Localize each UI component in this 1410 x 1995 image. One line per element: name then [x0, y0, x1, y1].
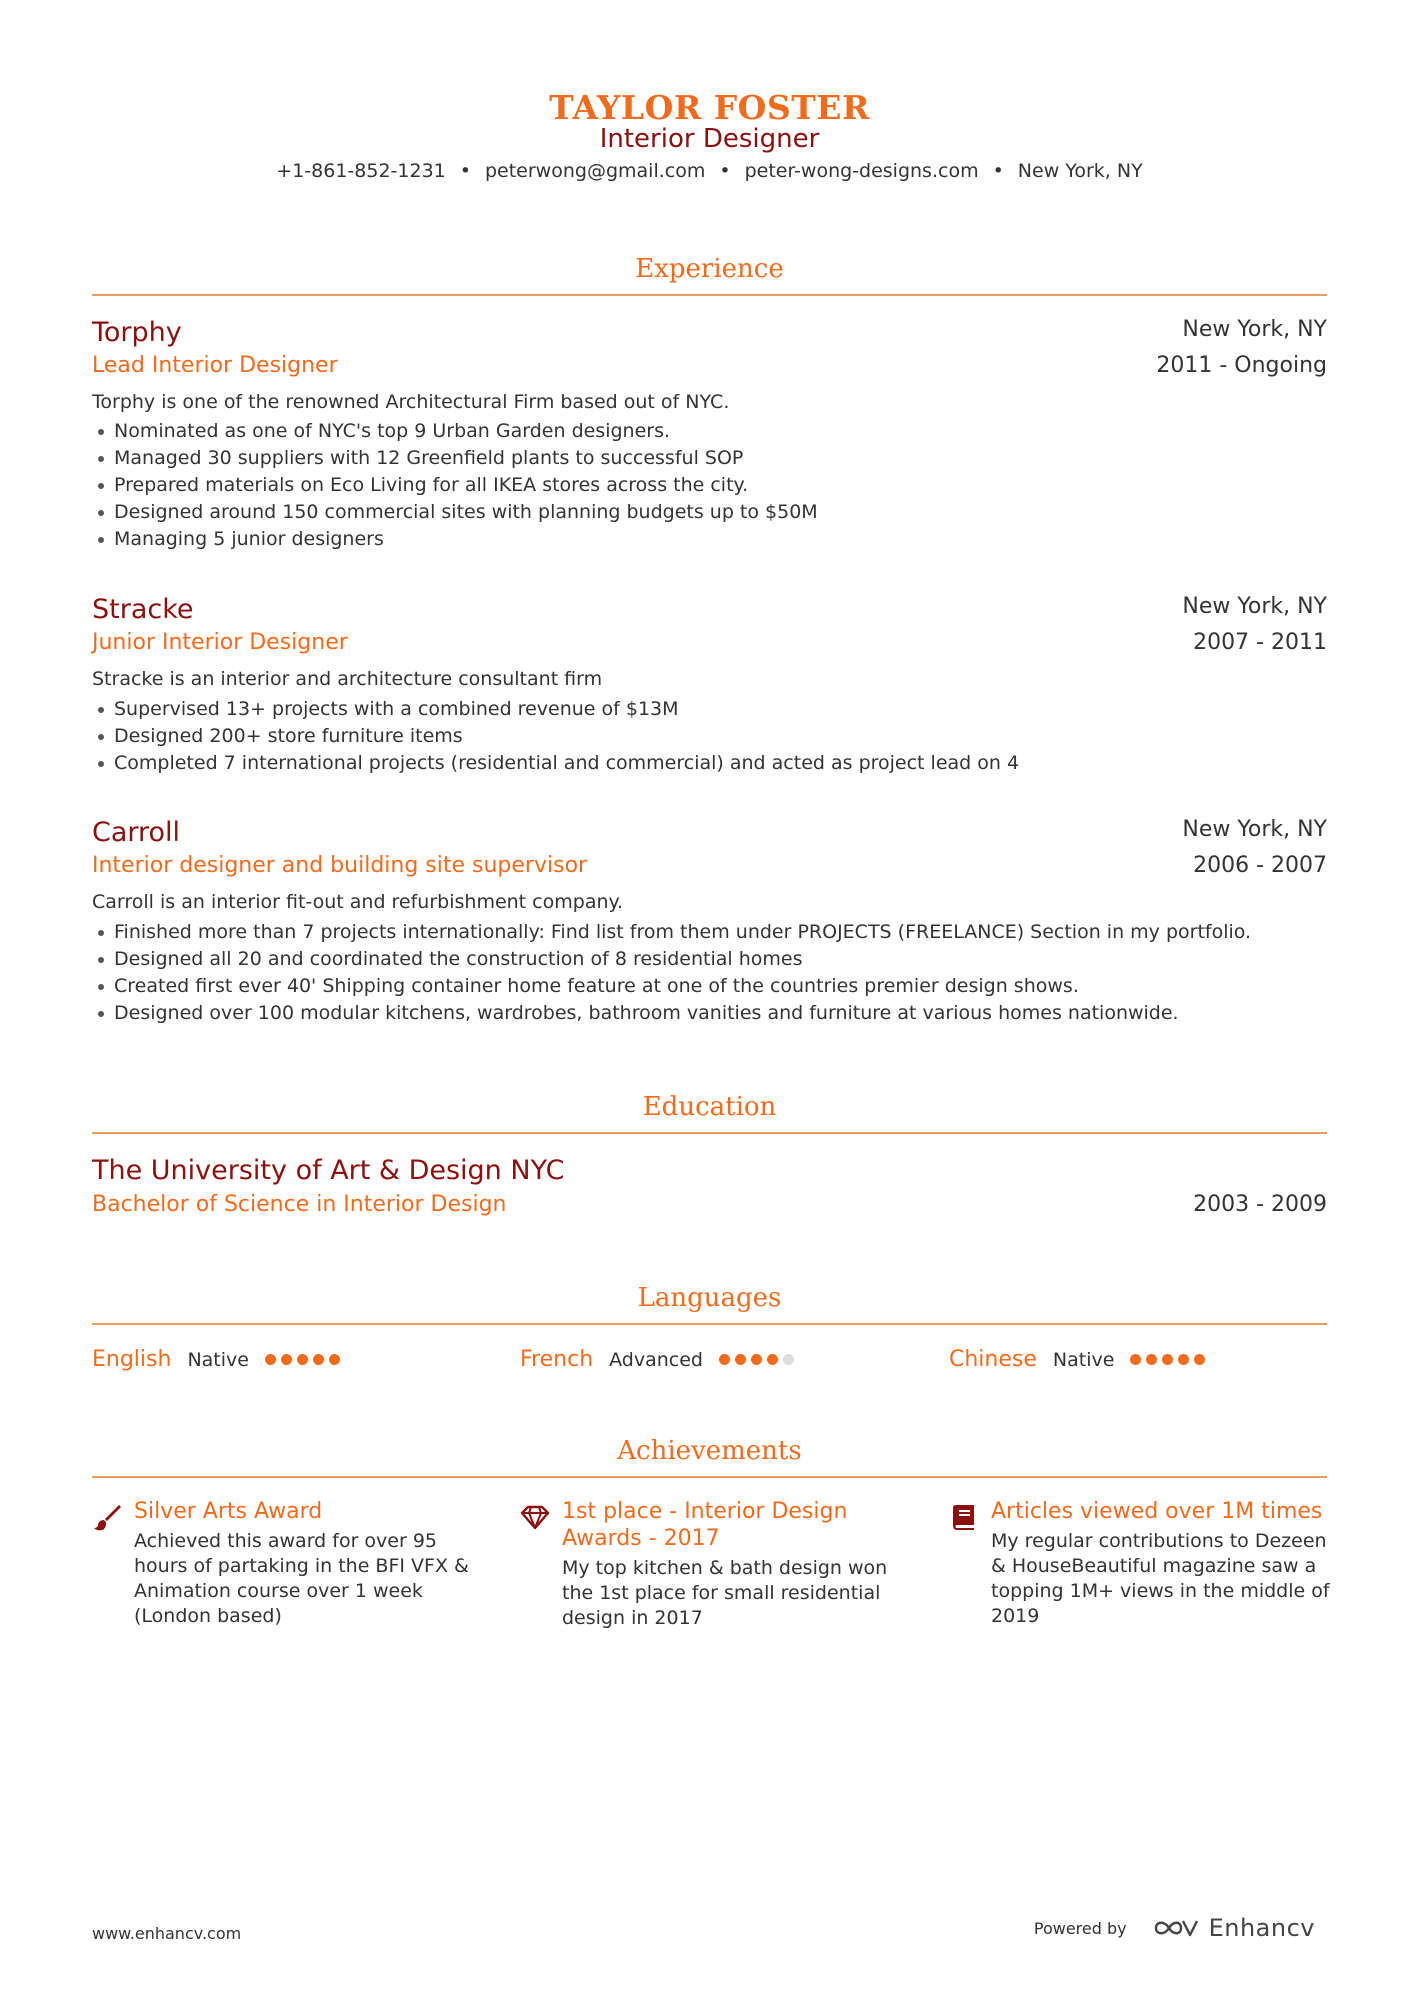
company-description: Torphy is one of the renowned Architectural Firm based out of NYC. [92, 391, 730, 413]
separator-dot: • [719, 160, 731, 182]
achievement-title: Silver Arts Award [134, 1499, 323, 1524]
diamond-icon [520, 1502, 550, 1532]
job-dates: 2006 - 2007 [1193, 853, 1327, 878]
job-dates: 2011 - Ongoing [1156, 353, 1327, 378]
rating-dot-filled [751, 1354, 762, 1365]
section-title-achievements: Achievements [617, 1436, 802, 1466]
job-position: Interior designer and building site supervisor [92, 853, 588, 878]
website-link[interactable]: peter-wong-designs.com [744, 160, 979, 182]
rating-dot-filled [719, 1354, 730, 1365]
list-item: Supervised 13+ projects with a combined revenue of $13M [92, 696, 1019, 723]
company-name: Stracke [92, 594, 194, 625]
achievement-title: 1st place - Interior Design Awards - 2017 [562, 1499, 848, 1551]
language-name: French [520, 1347, 594, 1372]
bullet-icon [98, 429, 104, 435]
list-item: Finished more than 7 projects internationally: Find list from them under PROJECTS (FREELANCE) Section in my portfolio. [92, 919, 1251, 946]
rating-dot-filled [313, 1354, 324, 1365]
location: New York, NY [1017, 160, 1143, 182]
section-divider [92, 1323, 1327, 1325]
section-title-languages: Languages [637, 1283, 782, 1313]
bullet-icon [98, 984, 104, 990]
powered-by-label: Powered by [1033, 1918, 1127, 1938]
job-dates: 2007 - 2011 [1193, 630, 1327, 655]
footer-branding [1034, 1914, 1315, 1942]
book-icon [949, 1502, 979, 1532]
job-location: New York, NY [1182, 317, 1327, 342]
separator-dot: • [992, 160, 1004, 182]
job-location: New York, NY [1182, 594, 1327, 619]
bullet-icon [98, 707, 104, 713]
bullet-icon [98, 483, 104, 489]
bullet-icon [98, 510, 104, 516]
section-title-education: Education [642, 1092, 777, 1122]
language-item [949, 1347, 1205, 1372]
email[interactable]: peterwong@gmail.com [484, 160, 706, 182]
company-name: Torphy [92, 317, 182, 348]
list-item: Designed around 150 commercial sites with planning budgets up to $50M [92, 499, 818, 526]
language-name: Chinese [949, 1347, 1037, 1372]
job-bullets [92, 696, 1019, 777]
candidate-role: Interior Designer [599, 124, 820, 154]
separator-dot: • [459, 160, 471, 182]
bullet-icon [98, 456, 104, 462]
brand-name: Enhancv [1208, 1914, 1315, 1942]
language-rating [719, 1354, 794, 1365]
language-level: Native [187, 1348, 249, 1371]
achievement-item [92, 1498, 482, 1629]
bullet-icon [98, 537, 104, 543]
list-item: Designed 200+ store furniture items [92, 723, 1019, 750]
section-divider [92, 294, 1327, 296]
resume-header [92, 0, 1327, 200]
list-item: Completed 7 international projects (residential and commercial) and acted as project lead on 4 [92, 750, 1019, 777]
company-description: Carroll is an interior fit-out and refurbishment company. [92, 891, 624, 913]
rating-dot-filled [1130, 1354, 1141, 1365]
footer-website-link[interactable]: www.enhancv.com [92, 1924, 242, 1943]
education-dates: 2003 - 2009 [1193, 1192, 1327, 1217]
language-level: Advanced [609, 1348, 703, 1371]
rating-dot-filled [1194, 1354, 1205, 1365]
job-bullets [92, 418, 818, 553]
company-name: Carroll [92, 817, 181, 848]
achievement-title: Articles viewed over 1M times [991, 1499, 1323, 1524]
rating-dot-filled [1178, 1354, 1189, 1365]
rating-dot-filled [767, 1354, 778, 1365]
section-divider [92, 1132, 1327, 1134]
bullet-icon [98, 1011, 104, 1017]
language-name: English [92, 1347, 172, 1372]
achievement-item [520, 1498, 910, 1631]
candidate-name: TAYLOR FOSTER [549, 88, 870, 127]
bullet-icon [98, 957, 104, 963]
language-item [520, 1347, 794, 1372]
rating-dot-filled [1146, 1354, 1157, 1365]
bullet-icon [98, 930, 104, 936]
list-item: Nominated as one of NYC's top 9 Urban Garden designers. [92, 418, 818, 445]
list-item: Designed over 100 modular kitchens, wardrobes, bathroom vanities and furniture at various homes nationwide. [92, 1000, 1251, 1027]
school-name: The University of Art & Design NYC [92, 1155, 565, 1186]
language-level: Native [1052, 1348, 1115, 1371]
section-title-experience: Experience [635, 254, 784, 284]
job-position: Junior Interior Designer [92, 630, 348, 655]
job-bullets [92, 919, 1251, 1027]
rating-dot-filled [329, 1354, 340, 1365]
achievement-item [949, 1498, 1339, 1629]
list-item: Designed all 20 and coordinated the construction of 8 residential homes [92, 946, 1251, 973]
phone[interactable]: +1-861-852-1231 [276, 160, 446, 182]
language-item [92, 1347, 340, 1372]
contact-line [92, 160, 1327, 182]
rating-dot-filled [281, 1354, 292, 1365]
list-item: Created first ever 40' Shipping container home feature at one of the countries premier design shows. [92, 973, 1251, 1000]
list-item: Prepared materials on Eco Living for all IKEA stores across the city. [92, 472, 818, 499]
enhancv-logo-icon [1153, 1916, 1199, 1940]
list-item: Managing 5 junior designers [92, 526, 818, 553]
paintbrush-icon [92, 1502, 122, 1532]
language-rating [265, 1354, 340, 1365]
degree: Bachelor of Science in Interior Design [92, 1192, 507, 1217]
achievement-description: Achieved this award for over 95 hours of partaking in the BFI VFX & Animation course over 1 week (London based) [134, 1530, 469, 1627]
job-position: Lead Interior Designer [92, 353, 338, 378]
bullet-icon [98, 734, 104, 740]
rating-dot-filled [265, 1354, 276, 1365]
job-location: New York, NY [1182, 817, 1327, 842]
rating-dot-filled [1162, 1354, 1173, 1365]
list-item: Managed 30 suppliers with 12 Greenfield plants to successful SOP [92, 445, 818, 472]
achievement-description: My regular contributions to Dezeen & HouseBeautiful magazine saw a topping 1M+ views in the middle of 2019 [991, 1530, 1330, 1627]
rating-dot-filled [297, 1354, 308, 1365]
achievement-description: My top kitchen & bath design won the 1st place for small residential design in 2017 [562, 1557, 888, 1629]
bullet-icon [98, 761, 104, 767]
company-description: Stracke is an interior and architecture consultant firm [92, 668, 603, 690]
language-rating [1130, 1354, 1205, 1365]
rating-dot-filled [735, 1354, 746, 1365]
rating-dot-empty [783, 1354, 794, 1365]
section-divider [92, 1476, 1327, 1478]
